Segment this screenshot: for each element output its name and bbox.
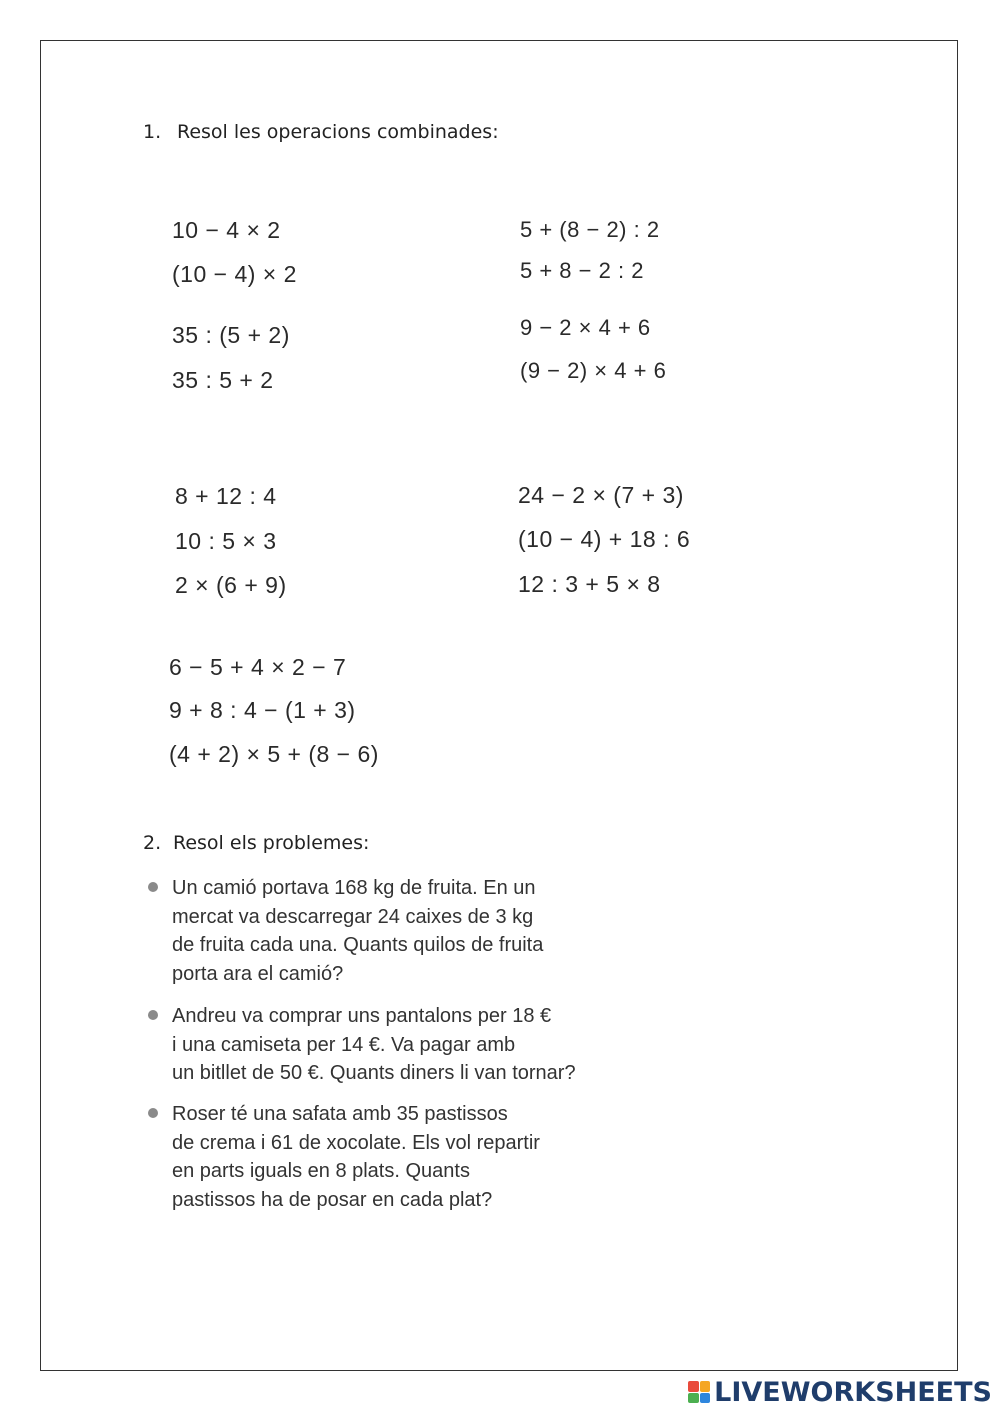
problem-2-line-1: Andreu va comprar uns pantalons per 18 € — [172, 1005, 552, 1027]
bullet-icon — [148, 1010, 158, 1020]
operation-e2: 10 : 5 × 3 — [175, 528, 277, 554]
problem-3-line-1: Roser té una safata amb 35 pastissos — [172, 1103, 508, 1125]
liveworksheets-brand-text: LIVEWORKSHEETS — [714, 1376, 992, 1408]
operation-f3: 12 : 3 + 5 × 8 — [518, 571, 661, 597]
operation-a2: (10 − 4) × 2 — [172, 261, 297, 287]
operation-e1: 8 + 12 : 4 — [175, 483, 277, 509]
liveworksheets-branding[interactable] — [688, 1377, 992, 1407]
operation-d2: (9 − 2) × 4 + 6 — [520, 358, 667, 383]
operation-c2: 5 + 8 − 2 : 2 — [520, 258, 644, 283]
problem-2 — [148, 1002, 668, 1088]
problem-3-line-4: pastissos ha de posar en cada plat? — [172, 1188, 493, 1211]
problem-1-line-4: porta ara el camió? — [172, 962, 344, 985]
operation-f2: (10 − 4) + 18 : 6 — [518, 526, 691, 552]
section-2-title: Resol els problemes: — [173, 832, 370, 854]
section-2-heading — [143, 832, 369, 854]
problem-1-line-3: de fruita cada una. Quants quilos de fruita — [172, 934, 544, 956]
operation-g3: (4 + 2) × 5 + (8 − 6) — [169, 741, 379, 767]
problem-3-line-3: en parts iguals en 8 plats. Quants — [172, 1160, 470, 1182]
problem-1-line-2: mercat va descarregar 24 caixes de 3 kg — [172, 905, 534, 928]
section-1-heading — [143, 121, 499, 143]
problem-2-line-3: un bitllet de 50 €. Quants diners li van tornar? — [172, 1062, 576, 1084]
problem-2-line-2: i una camiseta per 14 €. Va pagar amb — [172, 1033, 516, 1056]
bullet-icon — [148, 1108, 158, 1118]
operation-g2: 9 + 8 : 4 − (1 + 3) — [169, 697, 356, 723]
liveworksheets-logo-icon — [688, 1381, 710, 1403]
problem-1 — [148, 874, 668, 988]
problem-3-line-2: de crema i 61 de xocolate. Els vol repartir — [172, 1131, 540, 1154]
operation-b1: 35 : (5 + 2) — [172, 322, 290, 348]
operation-g1: 6 − 5 + 4 × 2 − 7 — [169, 654, 347, 680]
section-2-number: 2. — [143, 832, 162, 854]
operation-d1: 9 − 2 × 4 + 6 — [520, 315, 651, 340]
problem-1-line-1: Un camió portava 168 kg de fruita. En un — [172, 877, 536, 899]
problem-3 — [148, 1100, 668, 1214]
section-1-number: 1. — [143, 121, 162, 143]
operation-a1: 10 − 4 × 2 — [172, 217, 281, 243]
operation-e3: 2 × (6 + 9) — [175, 572, 287, 598]
bullet-icon — [148, 882, 158, 892]
section-1-title: Resol les operacions combinades: — [177, 121, 499, 143]
operation-b2: 35 : 5 + 2 — [172, 367, 274, 393]
operation-c1: 5 + (8 − 2) : 2 — [520, 217, 660, 242]
operation-f1: 24 − 2 × (7 + 3) — [518, 482, 684, 508]
